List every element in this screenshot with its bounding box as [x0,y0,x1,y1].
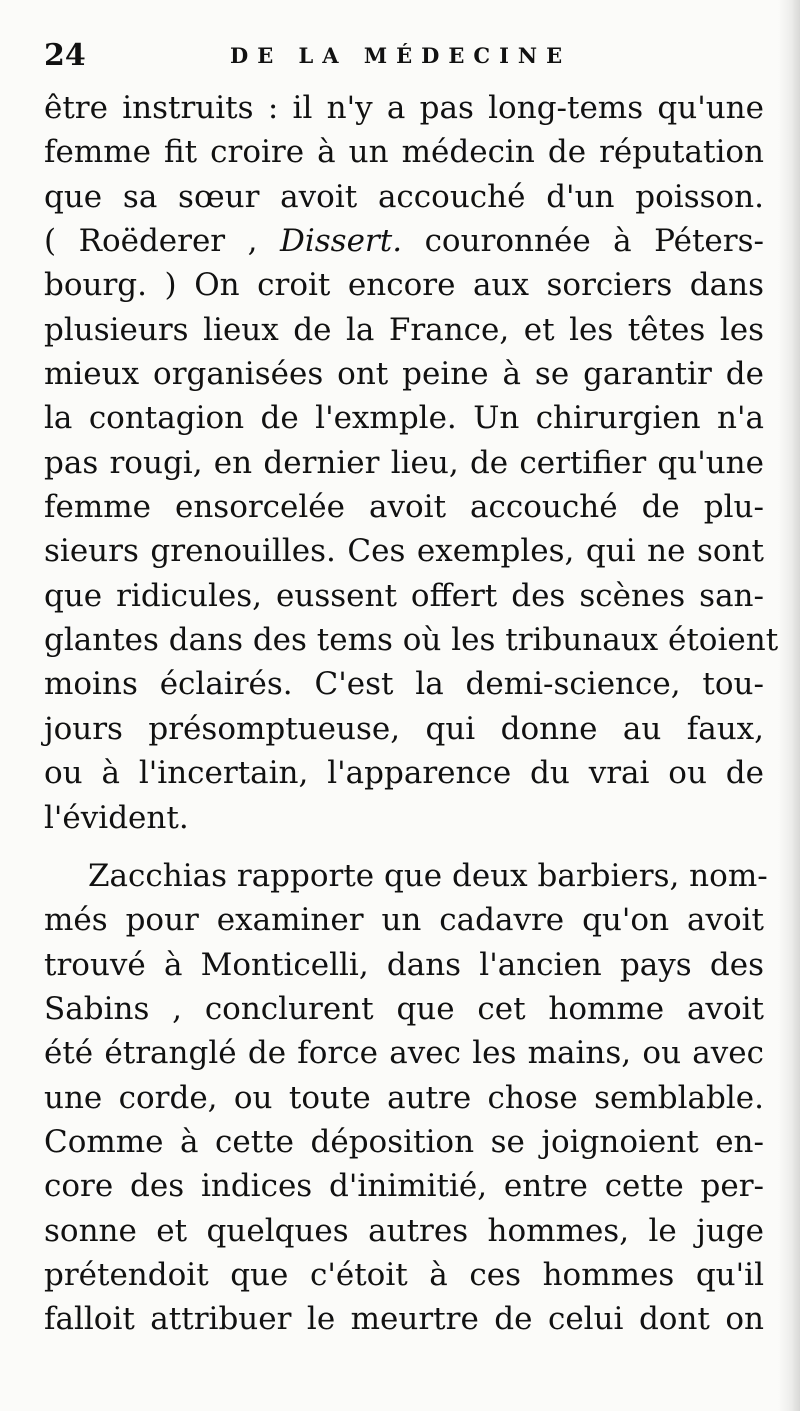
text-line: pas rougi, en dernier lieu, de certifier qu'une [44,444,764,481]
paragraph-gap [44,840,764,854]
text-line: plusieurs lieux de la France, et les têtes les [44,311,764,348]
text-line: être instruits : il n'y a pas long-tems qu'une [44,90,764,126]
text-line: la contagion de l'exmple. Un chirurgien n'a [44,400,764,437]
page-body [44,86,779,1342]
page-edge-shadow [778,0,800,1411]
running-title: DE LA MÉDECINE [230,43,572,68]
citation-title: Dissert. [280,223,403,260]
page-number: 24 [44,38,86,73]
text-line-citation [44,219,764,263]
text-line: ou à l'incertain, l'apparence du vrai ou de [44,755,764,792]
text-line: prétendoit que c'étoit à ces hommes qu'il [44,1256,764,1293]
text-line: glantes dans des tems où les tribunaux étoient [44,622,779,659]
text-line: sonne et quelques autres hommes, le juge [44,1212,764,1249]
running-head [44,36,774,76]
citation-rest: couronnée à Péters- [402,223,764,260]
text-line: l'évident. [44,799,189,836]
text-line: mieux organisées ont peine à se garantir de [44,356,764,393]
text-line: bourg. ) On croit encore aux sorciers dans [44,267,764,304]
text-line: sieurs grenouilles. Ces exemples, qui ne sont [44,533,764,570]
text-line: que ridicules, eussent offert des scènes san- [44,577,764,614]
text-line: une corde, ou toute autre chose semblable. [44,1079,764,1116]
text-line: jours présomptueuse, qui donne au faux, [44,710,764,747]
text-line: falloit attribuer le meurtre de celui dont on [44,1301,764,1338]
text-line: été étranglé de force avec les mains, ou avec [44,1035,764,1072]
text-line: femme ensorcelée avoit accouché de plu- [44,489,764,526]
text-line: moins éclairés. C'est la demi-science, tou- [44,666,764,703]
text-line: Comme à cette déposition se joignoient en- [44,1123,764,1160]
text-line: Sabins , conclurent que cet homme avoit [44,990,764,1027]
citation-author: ( Roëderer , [44,223,280,260]
text-line: trouvé à Monticelli, dans l'ancien pays des [44,946,764,983]
text-line: que sa sœur avoit accouché d'un poisson. [44,178,764,215]
text-line: core des indices d'inimitié, entre cette per- [44,1168,764,1205]
text-line: més pour examiner un cadavre qu'on avoit [44,902,764,939]
text-line: Zacchias rapporte que deux barbiers, nom- [88,857,768,894]
text-line: femme fit croire à un médecin de réputation [44,134,764,171]
